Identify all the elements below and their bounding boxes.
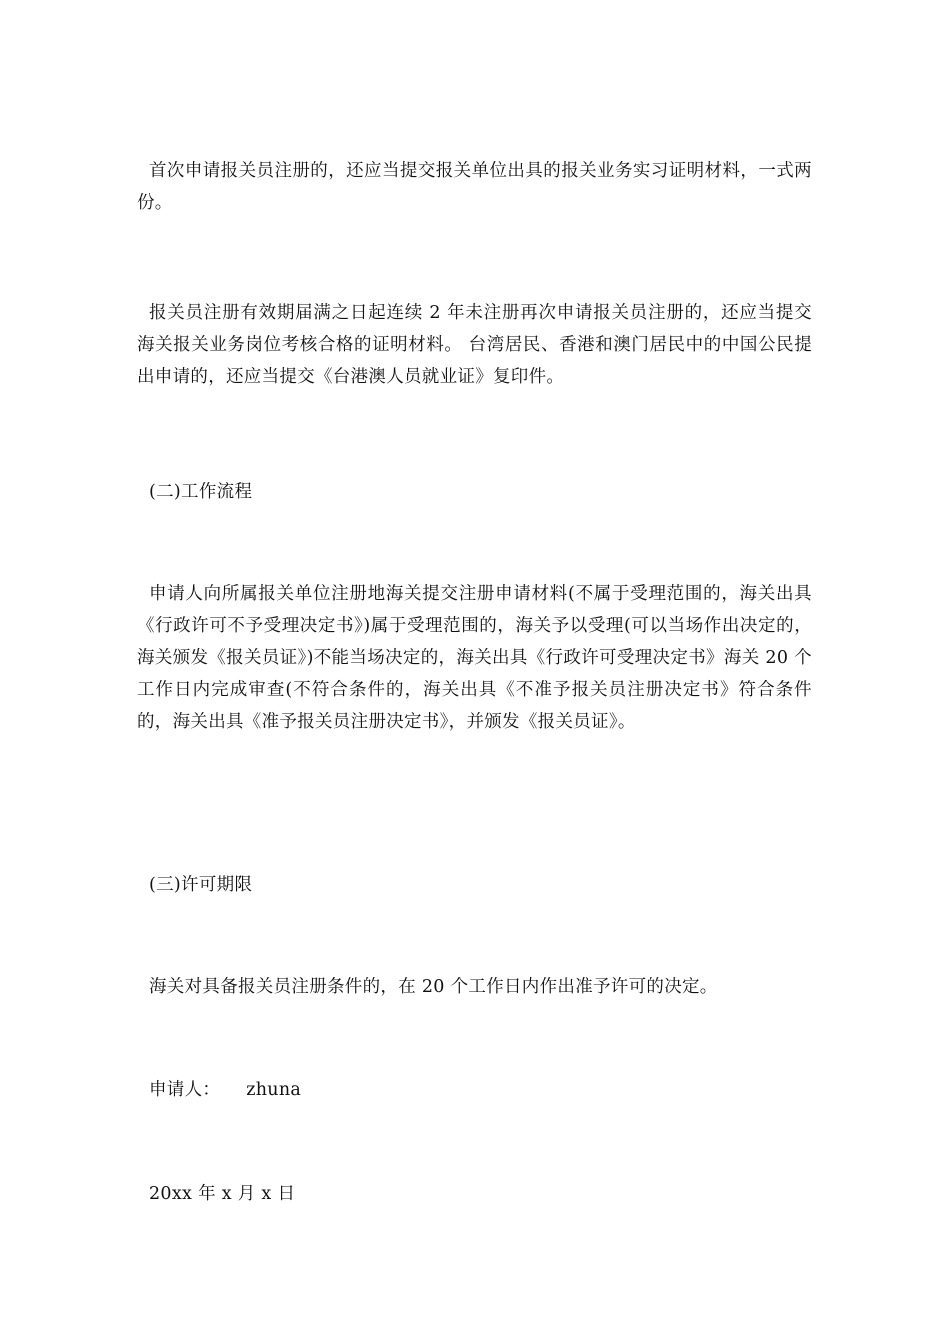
section-heading-permit-period: (三)许可期限 <box>149 875 253 895</box>
section-heading-workflow: (二)工作流程 <box>149 482 253 502</box>
date-line: 20xx 年 x 月 x 日 <box>149 1184 296 1204</box>
paragraph-permit-period: 海关对具备报关员注册条件的，在 20 个工作日内作出准予许可的决定。 <box>149 977 718 997</box>
paragraph-practice-proof: 首次申请报关员注册的，还应当提交报关单位出具的报关业务实习证明材料，一式两份。 <box>137 161 812 213</box>
signature-label: 申请人： <box>149 1080 221 1100</box>
signature-name: zhuna <box>246 1080 302 1100</box>
signature-line <box>137 1074 812 1106</box>
paragraph-workflow: 申请人向所属报关单位注册地海关提交注册申请材料(不属于受理范围的，海关出具《行政许可不予受理决定书》)属于受理范围的，海关予以受理(可以当场作出决定的，海关颁发《报关员证》)不能当场决定的，海关出具《行政许可受理决定书》海关 20 个工作日内完成审查(不符合条件的，海关出具《不准予报关员注册决定书》符合条件的，海关出具《准予报关员注册决定书》，并颁发《报关员证》。 <box>137 584 812 732</box>
paragraph-reregistration: 报关员注册有效期届满之日起连续 2 年未注册再次申请报关员注册的，还应当提交海关报关业务岗位考核合格的证明材料。 台湾居民、香港和澳门居民中的中国公民提出申请的，还应当提交《台港澳人员就业证》复印件。 <box>137 303 812 387</box>
